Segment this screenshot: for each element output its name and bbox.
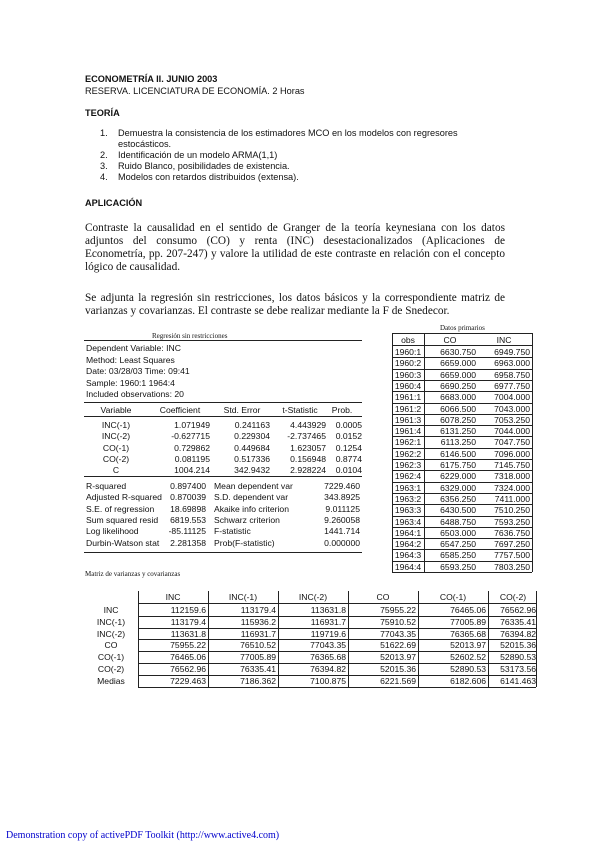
table-rule	[392, 333, 393, 572]
covariance-cell: 76365.68	[450, 628, 486, 639]
basic-data-cell: 1961:1	[394, 392, 422, 403]
covariance-cell: 75955.22	[170, 640, 206, 651]
table-rule	[392, 333, 532, 334]
regression-cell: 0.229304	[234, 431, 270, 442]
table-rule	[536, 591, 537, 687]
regression-cell: 0.0152	[335, 431, 362, 442]
covariance-cell: 75955.22	[380, 605, 416, 615]
regression-info-line: Method: Least Squares	[86, 354, 175, 365]
basic-data-cell: 1960:1	[394, 347, 422, 357]
regression-cell: 342.9432	[234, 465, 270, 476]
basic-data-cell: 6356.250	[440, 493, 476, 504]
regression-info-line: Included observations: 20	[86, 389, 184, 399]
covariance-cell: CO(-2)	[97, 664, 125, 674]
basic-data-cell: 7803.250	[494, 561, 530, 572]
list-item: 1. Demuestra la consistencia de los estimadores MCO en los modelos con regresores estocásticos.	[100, 128, 458, 149]
document-subtitle: RESERVA. LICENCIATURA DE ECONOMÍA. 2 Horas	[85, 86, 305, 96]
basic-data-col-header: obs	[401, 335, 415, 345]
basic-data-cell: 6593.250	[440, 561, 476, 572]
basic-data-cell: 1961:4	[394, 426, 422, 437]
covariance-cell: 76335.41	[500, 616, 536, 627]
basic-data-cell: 7510.250	[494, 505, 530, 516]
basic-data-col-header: CO	[443, 335, 457, 345]
regression-cell: 0.0104	[335, 465, 362, 476]
covariance-cell: 6182.606	[450, 675, 486, 686]
regression-cell: 1.623057	[290, 442, 326, 453]
basic-data-cell: 6630.750	[440, 347, 476, 357]
basic-data-cell: 6977.750	[494, 380, 530, 391]
covariance-cell: 6141.463	[500, 675, 536, 686]
covariance-cell: 77005.89	[240, 652, 276, 663]
covariance-cell: INC(-1)	[96, 616, 126, 627]
regression-stat-cell: Mean dependent var	[214, 481, 293, 491]
basic-data-cell: 6503.000	[440, 527, 476, 538]
basic-data-col-header: INC	[496, 335, 512, 345]
basic-data-cell: 7145.750	[494, 460, 530, 470]
regression-cell: -0.627715	[171, 431, 210, 442]
covariance-cell: INC	[103, 605, 119, 615]
covariance-cell: Medias	[97, 675, 125, 686]
covariance-cell: 75910.52	[380, 616, 416, 627]
covariance-col-header: CO(-2)	[499, 592, 527, 602]
regression-col-header: Prob.	[331, 405, 353, 415]
regression-cell: -2.737465	[287, 431, 326, 442]
list-item: 3. Ruido Blanco, posibilidades de existencia.	[100, 161, 290, 171]
basic-data-cell: 6488.750	[440, 516, 476, 527]
regression-stat-cell: Log likelihood	[86, 526, 139, 537]
covariance-cell: 116931.7	[310, 616, 346, 627]
regression-stat-cell: 1441.714	[324, 526, 360, 537]
regression-stat-cell: 9.011125	[325, 503, 360, 514]
covariance-cell: 116931.7	[240, 628, 276, 639]
covariance-cell: 77043.35	[310, 640, 346, 651]
covariance-cell: 53173.56	[500, 664, 536, 674]
covariance-cell: 52015.36	[380, 664, 416, 674]
regression-cell: 4.443929	[290, 420, 326, 430]
basic-data-cell: 1963:2	[394, 493, 422, 504]
table-rule	[138, 687, 536, 688]
regression-cell: 2.928224	[290, 465, 326, 476]
basic-data-cell: 1962:3	[394, 460, 422, 470]
basic-data-cell: 7757.500	[494, 550, 530, 561]
regression-cell: 0.729862	[174, 442, 210, 453]
covariance-cell: 76394.82	[310, 664, 346, 674]
regression-info-line: Sample: 1960:1 1964:4	[86, 377, 175, 388]
basic-data-cell: 6690.250	[440, 380, 476, 391]
regression-stat-cell: Adjusted R-squared	[86, 492, 162, 503]
basic-data-cell: 1962:1	[394, 437, 422, 448]
table-rule	[392, 345, 532, 346]
aplicacion-paragraph-1: Contraste la causalidad en el sentido de Granger de la teoría keynesiana con los datos adjuntos del consumo (CO) y renta (INC) desestacionalizados (Aplicaciones de Econometría, pp. 207-247) y valore la utilidad de este contraste en relación con el concepto lógico de causalidad.	[85, 222, 505, 273]
basic-data-cell: 6958.750	[494, 369, 530, 380]
regression-cell: 0.449684	[234, 442, 270, 453]
covariance-cell: 77043.35	[380, 628, 416, 639]
covariance-col-header: INC(-1)	[228, 592, 258, 602]
table-rule	[418, 591, 419, 687]
regression-cell: C	[112, 465, 120, 476]
regression-cell: 0.1254	[335, 442, 362, 453]
regression-stat-cell: 7229.460	[324, 481, 360, 491]
basic-data-cell: 6659.000	[440, 369, 476, 380]
covariance-cell: 113179.4	[240, 605, 276, 615]
teoria-heading: TEORÍA	[85, 108, 120, 118]
demo-watermark-footer: Demonstration copy of activePDF Toolkit (http://www.active4.com)	[6, 830, 280, 841]
regression-stat-cell: S.E. of regression	[86, 503, 155, 514]
regression-cell: CO(-1)	[102, 442, 130, 453]
covariance-cell: 76465.06	[170, 652, 206, 663]
table-rule	[424, 333, 425, 572]
basic-data-cell: 1963:4	[394, 516, 422, 527]
basic-data-cell: 1962:4	[394, 471, 422, 482]
regression-col-header: Coefficient	[159, 405, 201, 415]
regression-stat-cell: 0.870039	[170, 492, 206, 503]
covariance-cell: 113631.8	[170, 628, 206, 639]
covariance-cell: 115936.2	[240, 616, 276, 627]
basic-data-cell: 7636.750	[494, 527, 530, 538]
table-rule	[138, 603, 536, 604]
list-item: 2. Identificación de un modelo ARMA(1,1)	[100, 150, 278, 160]
basic-data-caption: Datos primarios	[440, 324, 485, 332]
regression-stat-cell: 9.260058	[324, 514, 360, 525]
covariance-cell: 52013.97	[380, 652, 416, 663]
covariance-cell: 76335.41	[240, 664, 276, 674]
regression-stat-cell: 0.897400	[170, 481, 206, 491]
regression-col-header: t-Statistic	[282, 405, 318, 415]
covariance-cell: 113631.8	[310, 605, 346, 615]
regression-stat-cell: Sum squared resid	[86, 514, 159, 525]
regression-col-header: Std. Error	[223, 405, 261, 415]
regression-stat-cell: Schwarz criterion	[214, 514, 280, 525]
document-title: ECONOMETRÍA II. JUNIO 2003	[85, 74, 218, 84]
basic-data-cell: 1960:2	[394, 358, 422, 369]
covariance-cell: 7100.875	[310, 675, 346, 686]
regression-stat-cell: Akaike info criterion	[214, 503, 289, 514]
covariance-cell: CO(-1)	[97, 652, 125, 663]
teoria-list	[100, 128, 510, 183]
table-rule	[138, 591, 139, 687]
basic-data-cell: 6146.500	[440, 448, 476, 459]
covariance-cell: 52890.53	[450, 664, 486, 674]
regression-stat-cell: Prob(F-statistic)	[214, 537, 275, 548]
covariance-cell: 113179.4	[170, 616, 206, 627]
covariance-cell: 76562.96	[500, 605, 536, 615]
basic-data-cell: 6066.500	[440, 403, 476, 414]
covariance-caption: Matriz de varianzas y covarianzas	[85, 570, 181, 578]
regression-cell: 0.156948	[290, 453, 326, 464]
covariance-cell: 7229.463	[170, 675, 206, 686]
basic-data-cell: 1964:2	[394, 539, 422, 550]
covariance-cell: 52602.52	[450, 652, 486, 663]
regression-cell: INC(-2)	[101, 431, 131, 442]
regression-cell: 1004.214	[174, 465, 210, 476]
regression-col-header: Variable	[100, 405, 132, 415]
basic-data-cell: 7053.250	[494, 414, 530, 425]
basic-data-cell: 7411.000	[494, 493, 530, 504]
regression-cell: 0.8774	[335, 453, 362, 464]
basic-data-cell: 6430.500	[440, 505, 476, 516]
basic-data-cell: 6113.250	[440, 437, 476, 448]
regression-cell: CO(-2)	[102, 453, 130, 464]
regression-cell: INC(-1)	[101, 420, 131, 430]
covariance-cell: INC(-2)	[96, 628, 126, 639]
table-rule	[488, 591, 489, 687]
covariance-cell: 52015.36	[500, 640, 536, 651]
covariance-cell: 51622.69	[380, 640, 416, 651]
regression-cell: 0.0005	[335, 420, 362, 430]
basic-data-cell: 6547.250	[440, 539, 476, 550]
covariance-cell: 112159.6	[170, 605, 206, 615]
basic-data-cell: 7697.250	[494, 539, 530, 550]
basic-data-cell: 1961:2	[394, 403, 422, 414]
covariance-col-header: INC(-2)	[298, 592, 328, 602]
basic-data-cell: 6659.000	[440, 358, 476, 369]
basic-data-cell: 6078.250	[440, 414, 476, 425]
covariance-cell: 76562.96	[170, 664, 206, 674]
covariance-cell: 76394.82	[500, 628, 536, 639]
covariance-cell: 52890.53	[500, 652, 536, 663]
regression-stat-cell: 6819.553	[170, 514, 206, 525]
regression-stat-cell: Durbin-Watson stat	[86, 537, 160, 548]
basic-data-cell: 7047.750	[494, 437, 530, 448]
regression-stat-cell: F-statistic	[214, 526, 251, 537]
basic-data-cell: 1962:2	[394, 448, 422, 459]
covariance-cell: 6221.569	[380, 675, 416, 686]
basic-data-cell: 1960:3	[394, 369, 422, 380]
basic-data-cell: 1963:1	[394, 482, 422, 493]
basic-data-cell: 7043.000	[494, 403, 530, 414]
basic-data-cell: 6585.250	[440, 550, 476, 561]
table-rule	[532, 333, 533, 572]
table-rule	[348, 591, 349, 687]
regression-cell: 0.241163	[234, 420, 270, 430]
regression-cell: 0.517336	[234, 453, 270, 464]
regression-stat-cell: 18.69898	[170, 503, 206, 514]
basic-data-cell: 6229.000	[440, 471, 476, 482]
basic-data-cell: 7096.000	[494, 448, 530, 459]
regression-stat-cell: 2.281358	[170, 537, 206, 548]
basic-data-cell: 1963:3	[394, 505, 422, 516]
basic-data-cell: 7593.250	[494, 516, 530, 527]
regression-stat-cell: 0.000000	[324, 537, 360, 548]
basic-data-cell: 6131.250	[440, 426, 476, 437]
regression-info-line: Date: 03/28/03 Time: 09:41	[86, 366, 190, 376]
regression-caption: Regresión sin restricciones	[152, 332, 228, 340]
covariance-cell: 76510.52	[240, 640, 276, 651]
covariance-cell: 76365.68	[310, 652, 346, 663]
covariance-cell: 119719.6	[310, 628, 346, 639]
basic-data-cell: 7044.000	[494, 426, 530, 437]
basic-data-cell: 7318.000	[494, 471, 530, 482]
basic-data-cell: 1961:3	[394, 414, 422, 425]
list-item: 4. Modelos con retardos distribuidos (extensa).	[100, 172, 299, 182]
covariance-cell: 52013.97	[450, 640, 486, 651]
basic-data-cell: 7324.000	[494, 482, 530, 493]
basic-data-cell: 6175.750	[440, 460, 476, 470]
covariance-cell: 7186.362	[240, 675, 276, 686]
regression-stat-cell: -85.11125	[168, 526, 206, 537]
aplicacion-heading: APLICACIÓN	[85, 198, 143, 208]
covariance-cell: CO	[104, 640, 118, 651]
regression-info-line: Dependent Variable: INC	[86, 343, 181, 353]
basic-data-cell: 6949.750	[494, 347, 530, 357]
aplicacion-paragraph-2: Se adjunta la regresión sin restricciones, los datos básicos y la correspondiente matriz de varianzas y covarianzas. El contraste se debe realizar mediante la F de Snedecor.	[85, 292, 505, 317]
table-rule	[392, 572, 532, 573]
regression-stat-cell: S.D. dependent var	[214, 492, 289, 503]
basic-data-cell: 7004.000	[494, 392, 530, 403]
basic-data-cell: 6683.000	[440, 392, 476, 403]
basic-data-cell: 6329.000	[440, 482, 476, 493]
covariance-cell: 76465.06	[450, 605, 486, 615]
basic-data-cell: 1964:1	[394, 527, 422, 538]
basic-data-cell: 1964:4	[394, 561, 422, 572]
table-rule	[208, 591, 209, 687]
regression-stat-cell: 343.8925	[324, 492, 360, 503]
basic-data-cell: 1960:4	[394, 380, 422, 391]
basic-data-cell: 6963.000	[494, 358, 530, 369]
covariance-col-header: CO	[376, 592, 390, 602]
covariance-col-header: CO(-1)	[439, 592, 467, 602]
covariance-cell: 77005.89	[450, 616, 486, 627]
covariance-col-header: INC	[165, 592, 181, 602]
regression-cell: 1.071949	[174, 420, 210, 430]
table-rule	[278, 591, 279, 687]
regression-stat-cell: R-squared	[86, 481, 127, 491]
regression-cell: 0.081195	[174, 453, 210, 464]
basic-data-cell: 1964:3	[394, 550, 422, 561]
